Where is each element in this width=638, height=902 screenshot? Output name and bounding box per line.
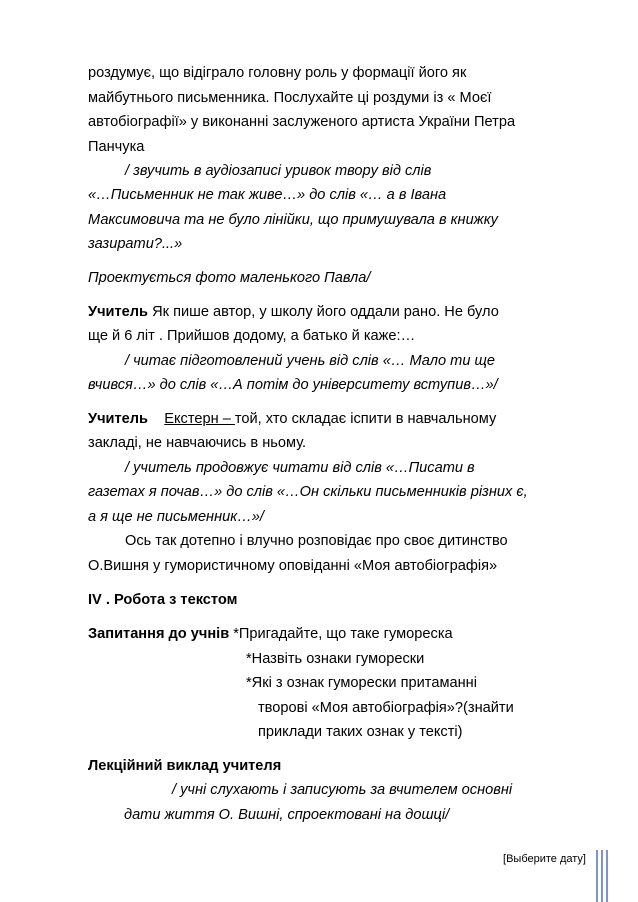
text-line: Панчука: [88, 139, 145, 155]
speaker-label: Учитель: [88, 304, 149, 320]
stage-direction-line: / читає підготовлений учень від слів «… Мало ти ще: [125, 353, 496, 369]
speaker-line: [88, 303, 499, 321]
stage-direction-line: / учитель продовжує читати від слів «…Писати в: [125, 460, 475, 476]
stage-direction-line: зазирати?...»: [88, 236, 183, 252]
stage-direction-line: дати життя О. Вишні, спроектовані на дошці/: [124, 807, 450, 823]
stage-direction-line: / звучить в аудіозаписі уривок творy від слів: [125, 163, 432, 179]
text-line: ще й 6 літ . Прийшов додому, а батько й каже:…: [88, 328, 416, 344]
question-item: приклади таких ознак у тексті): [258, 724, 463, 740]
stage-direction-line: / учні слухають і записують за вчителем основні: [172, 782, 513, 798]
stage-direction-line: а я ще не письменник…»/: [88, 509, 264, 525]
text-line: роздумує, що відіграло головну роль у формації його як: [88, 65, 467, 81]
questions-label: Запитання до учнів: [88, 626, 230, 642]
text-line: автобіографії» у виконанні заслуженого артиста України Петра: [88, 114, 516, 130]
date-placeholder[interactable]: [Выберите дату]: [503, 853, 586, 865]
text-line: майбутнього письменника. Послухайте ці роздуми із « Моєї: [88, 90, 492, 106]
speech-text: Як пише автор, у школу його оддали рано. Не було: [148, 304, 499, 320]
question-item: *Назвіть ознаки гуморески: [246, 651, 425, 667]
questions-line: [88, 625, 453, 643]
stage-direction-line: «…Письменник не так живе…» до слів «… а в Івана: [88, 187, 447, 203]
speaker-line: [88, 410, 496, 428]
footer-decoration: [596, 850, 616, 902]
question-item: *Пригадайте, що таке гумореска: [229, 626, 453, 642]
stage-direction-line: вчився…» до слів «…А потім до університету вступив…»/: [88, 377, 498, 393]
term-underlined: Екстерн –: [164, 411, 235, 427]
definition-text: той, хто складає іспити в навчальному: [234, 411, 497, 427]
stage-direction-line: газетах я почав…» до слів «…Он скільки письменників різних є,: [88, 484, 528, 500]
text-line: закладі, не навчаючись в ньому.: [88, 435, 307, 451]
stage-direction-line: Проектується фото маленького Павла/: [88, 270, 371, 286]
speaker-label: Учитель: [88, 411, 149, 427]
question-item: творові «Моя автобіографія»?(знайти: [258, 700, 514, 716]
question-item: *Які з ознак гуморески притаманні: [246, 675, 477, 691]
stage-direction-line: Максимовича та не було лінійки, що примушувала в книжку: [88, 212, 498, 228]
section-heading: ІV . Робота з текстом: [88, 592, 238, 608]
text-line: Ось так дотепно і влучно розповідає про своє дитинство: [125, 533, 508, 549]
text-line: О.Вишня у гумористичному оповіданні «Моя автобіографія»: [88, 558, 498, 574]
lecture-heading: Лекційний виклад учителя: [88, 758, 282, 774]
